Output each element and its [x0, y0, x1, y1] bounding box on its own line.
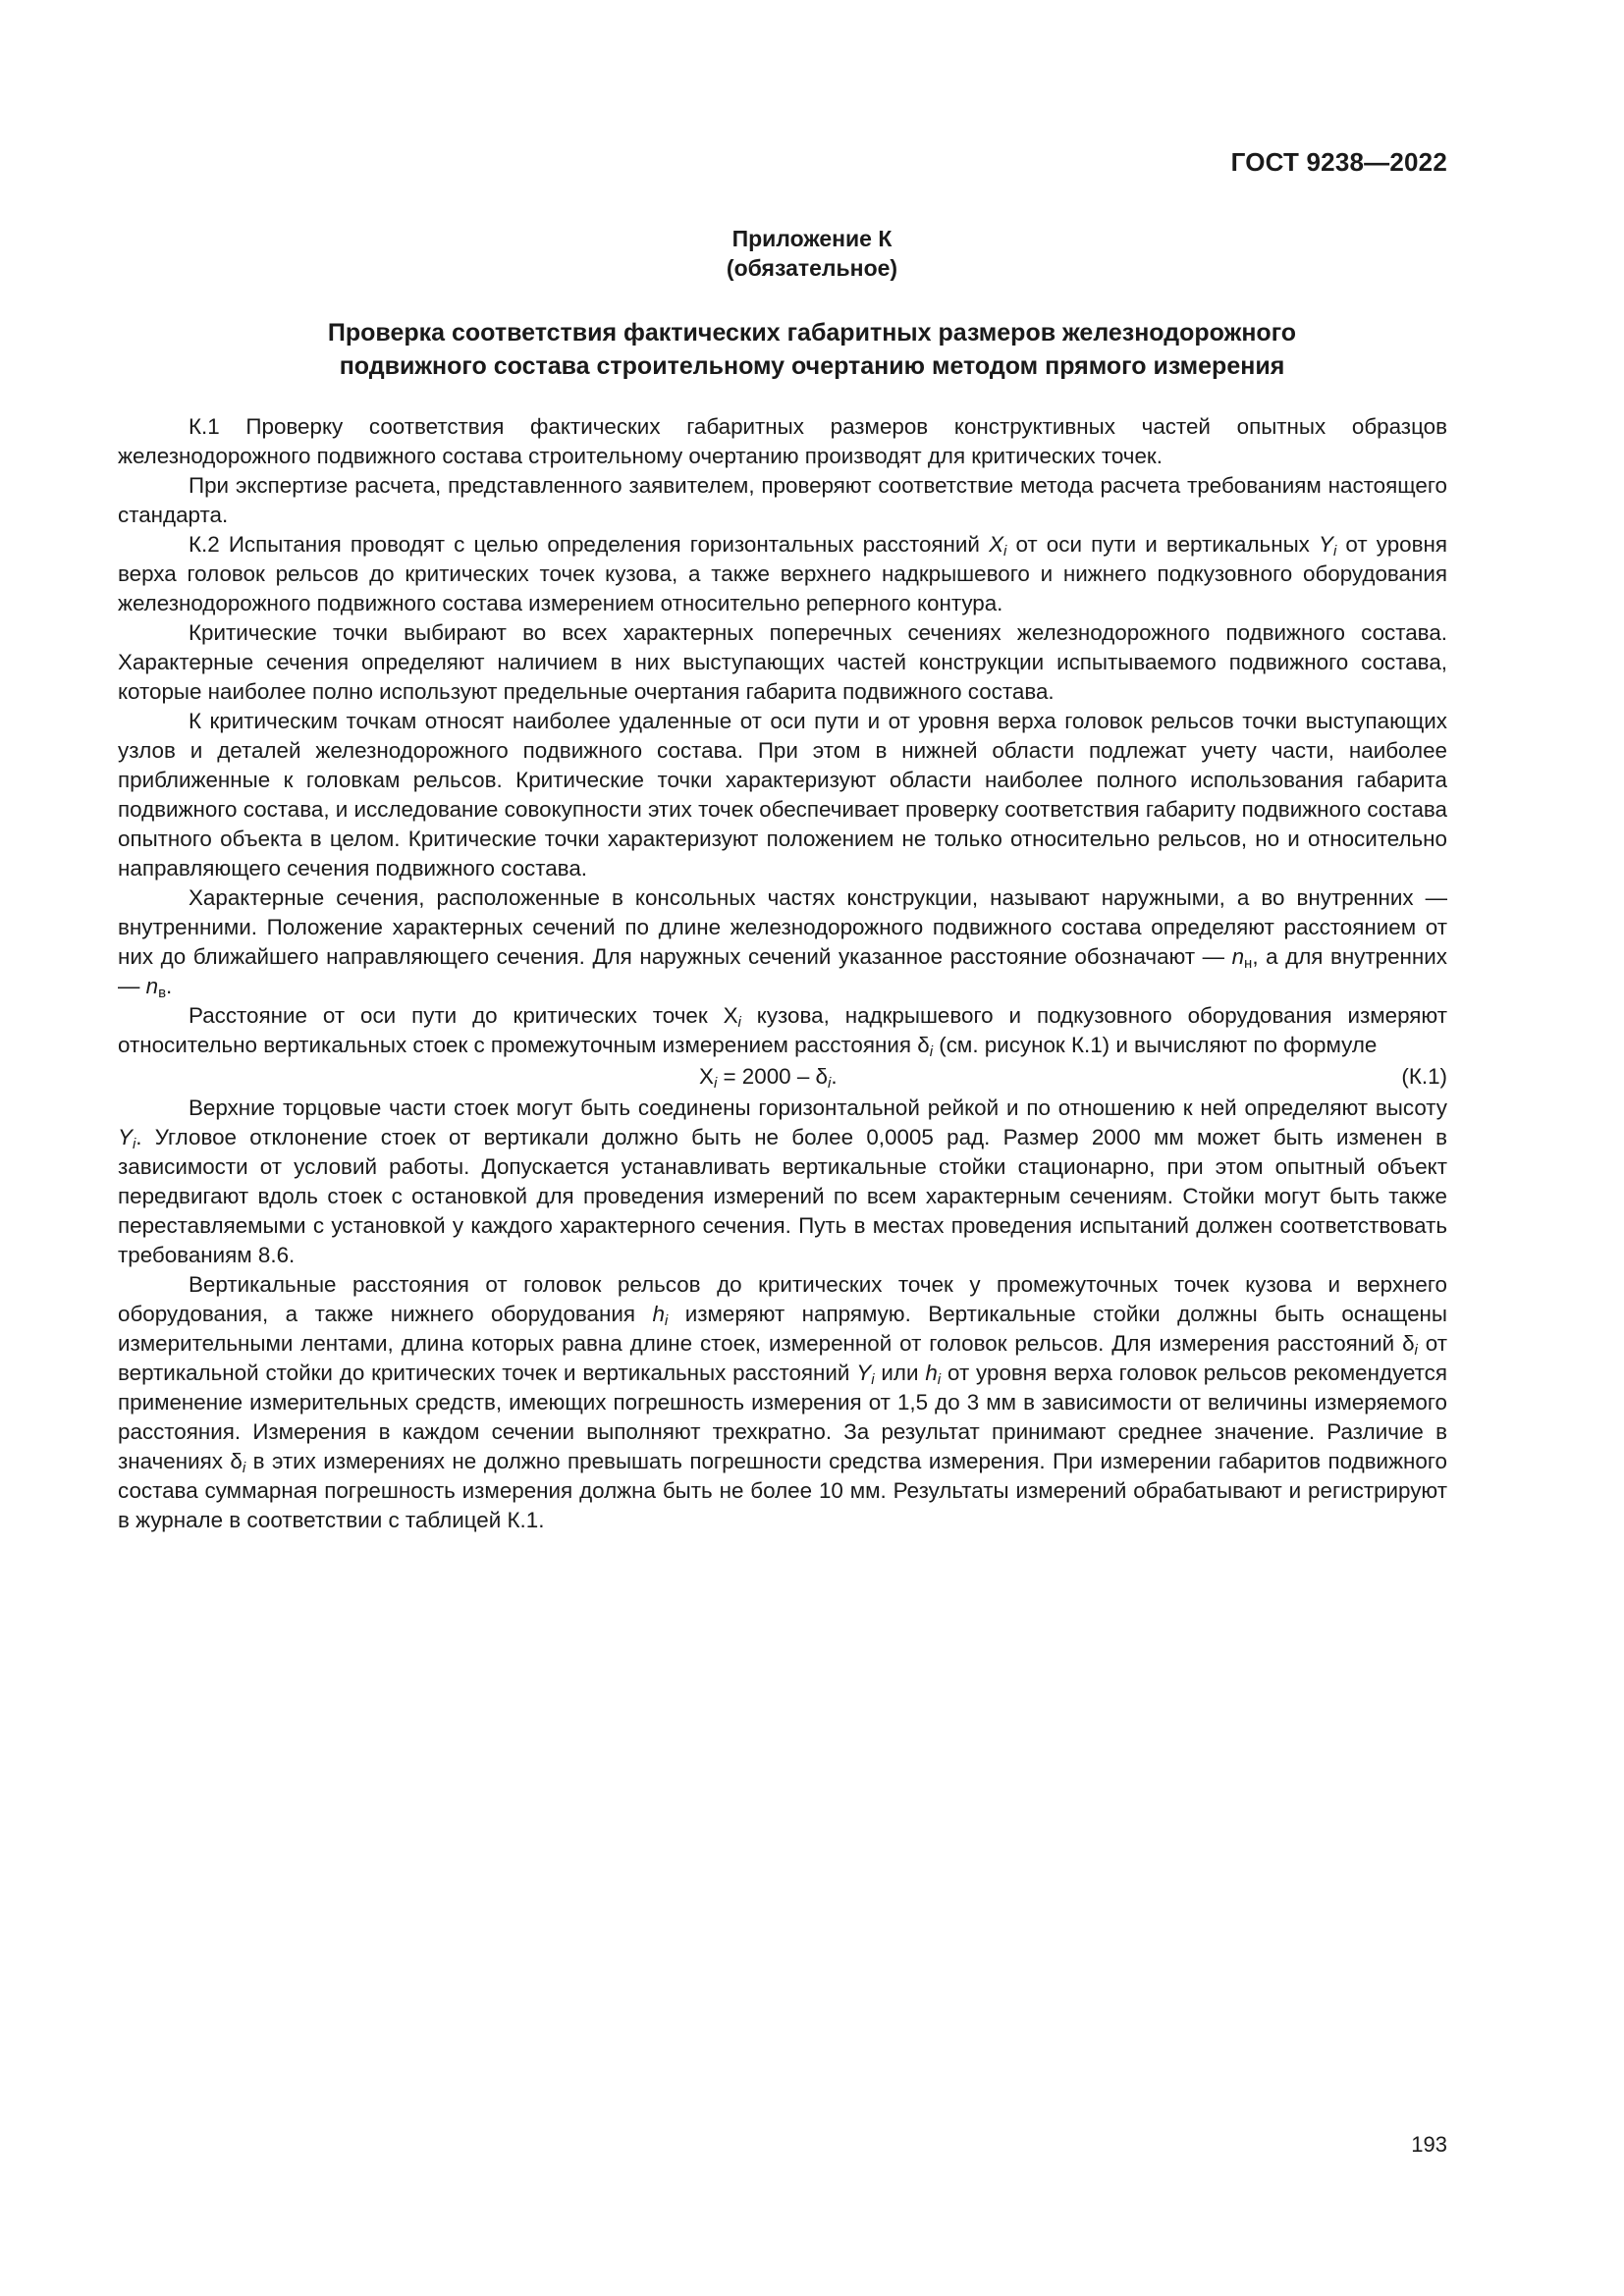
- standard-code: ГОСТ 9238—2022: [1230, 147, 1447, 177]
- annex-title-line-2: подвижного состава строительному очертанию методом прямого измерения: [339, 352, 1285, 380]
- annex-status: (обязательное): [726, 255, 898, 281]
- paragraph-critical-points-definition: К критическим точкам относят наиболее удаленные от оси пути и от уровня верха головок рельсов точки выступающих узлов и деталей железнодорожного подвижного состава. При этом в нижней области подлежат учету части, наиболее приближенные к головкам рельсов. Критические точки характеризуют области наиболее полного использования габарита подвижного состава, и исследование совокупности этих точек обеспечивает проверку соответствия габариту подвижного состава опытного объекта в целом. Критические точки характеризуют положением не только относительно рельсов, но и относительно направляющего сечения подвижного состава.: [118, 709, 1447, 881]
- paragraph-expertise: При экспертизе расчета, представленного заявителем, проверяют соответствие метода расчета требованиям настоящего стандарта.: [118, 473, 1447, 527]
- annex-title: [177, 316, 1447, 383]
- annex-label: Приложение К: [731, 226, 893, 251]
- paragraph-stand-tops: Верхние торцовые части стоек могут быть соединены горизонтальной рейкой и по отношению к ней определяют высоту $Y_i$. Угловое отклонение стоек от вертикали должно быть не более 0,0005 рад. Размер 2000 мм может быть изменен в зависимости от условий работы. Допускается устанавливать вертикальные стойки стационарно, при этом опытный объект передвигают вдоль стоек с остановкой для проведения измерений по всем характерным сечениям. Стойки могут быть также переставляемыми с установкой у каждого характерного сечения. Путь в местах проведения испытаний должен соответствовать требованиям 8.6.: [118, 1095, 1447, 1267]
- annex-heading: [0, 224, 1624, 283]
- paragraph-vertical-distances: Вертикальные расстояния от головок рельсов до критических точек у промежуточных точек кузова и верхнего оборудования, а также нижнего оборудования $h_i$ измеряют напрямую. Вертикальные стойки должны быть оснащены измерительными лентами, длина которых равна длине стоек, измеренной от головок рельсов. Для измерения расстояний $\delta_i$ от вертикальной стойки до критических точек и вертикальных расстояний $Y_i$ или $h_i$ от уровня верха головок рельсов рекомендуется применение измерительных средств, имеющих погрешность измерения от 1,5 до 3 мм в зависимости от величины измеряемого расстояния. Измерения в каждом сечении выполняют трехкратно. За результат принимают среднее значение. Различие в значениях $\delta_i$ в этих измерениях не должно превышать погрешности средства измерения. При измерении габаритов подвижного состава суммарная погрешность измерения должна быть не более 10 мм. Результаты измерений обрабатывают и регистрируют в журнале в соответствии с таблицей К.1.: [118, 1272, 1448, 1532]
- paragraph-distance-measurement: Расстояние от оси пути до критических точек $X_i$ кузова, надкрышевого и подкузовного оборудования измеряют относительно вертикальных стоек с промежуточным измерением расстояния $\delta_i$ (см. рисунок К.1) и вычисляют по формуле: [118, 1003, 1447, 1060]
- paragraph-k1: К.1 Проверку соответствия фактических габаритных размеров конструктивных частей опытных образцов железнодорожного подвижного состава строительному очертанию производят для критических точек.: [118, 414, 1447, 468]
- paragraph-critical-points: Критические точки выбирают во всех характерных поперечных сечениях железнодорожного подвижного состава. Характерные сечения определяют наличием в них выступающих частей конструкции испытываемого подвижного состава, которые наиболее полно используют предельные очертания габарита подвижного состава.: [118, 620, 1447, 704]
- formula-expression: $X_i = 2000 - \delta_i$.: [699, 1064, 838, 1092]
- page-number: 193: [1411, 2132, 1447, 2157]
- paragraph-characteristic-sections: Характерные сечения, расположенные в консольных частях конструкции, называют наружными, а во внутренних — внутренними. Положение характерных сечений по длине железнодорожного подвижного состава определяют расстоянием от них до ближайшего направляющего сечения. Для наружных сечений указанное расстояние обозначают — $n_н$, а для внутренних — $n_в$.: [118, 885, 1447, 1001]
- annex-title-line-1: Проверка соответствия фактических габаритных размеров железнодорожного: [327, 319, 1297, 347]
- formula-k1: [118, 1060, 1447, 1094]
- document-body: [118, 412, 1447, 1535]
- paragraph-k2: К.2 Испытания проводят с целью определения горизонтальных расстояний $X_i$ от оси пути и вертикальных $Y_i$ от уровня верха головок рельсов до критических точек кузова, а также верхнего надкрышевого и нижнего подкузовного оборудования железнодорожного подвижного состава измерением относительно реперного контура.: [118, 532, 1447, 615]
- formula-number: (К.1): [1401, 1064, 1447, 1089]
